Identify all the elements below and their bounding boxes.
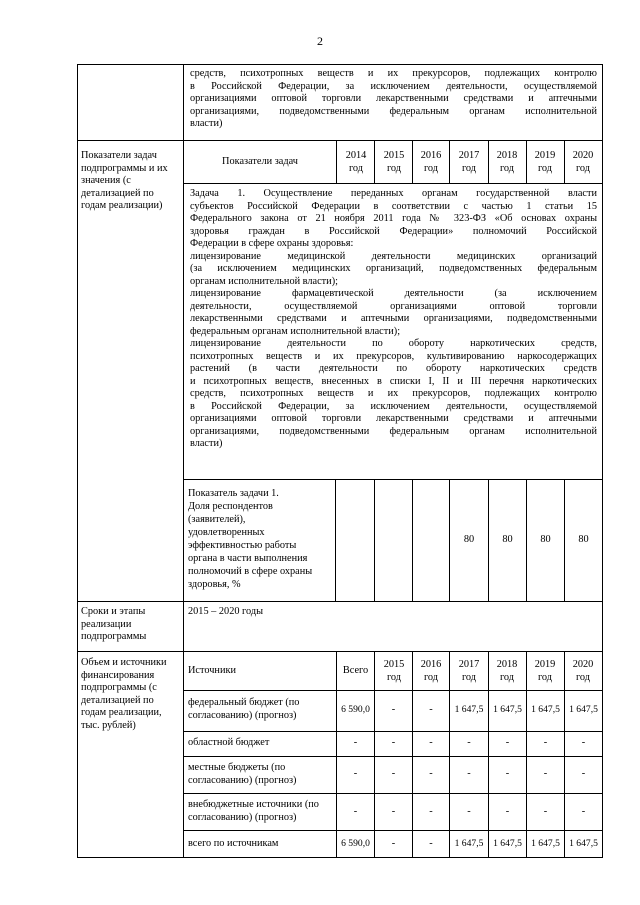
year-2017-header: 2017 год — [458, 150, 480, 174]
year-2018-header: 2018 год — [496, 150, 518, 174]
text-line: полномочий в сфере охраны — [188, 566, 313, 577]
funding-row-federal-total: 6 590,0 — [341, 704, 370, 715]
text-line: органам исполнительной власти); — [190, 275, 338, 287]
funding-row-total-2018: 1 647,5 — [493, 838, 522, 849]
funding-row-regional-2019: - — [543, 737, 548, 748]
text-line: организациями, подведомственными федеральным органам исполнительной — [190, 105, 597, 117]
funding-row-regional-total: - — [353, 737, 358, 748]
text-line: здоровья граждан в Российской Федерации» полномочий Российской — [190, 225, 597, 237]
terms-value: 2015 – 2020 годы — [188, 606, 264, 617]
funding-row-extrabudget-2019: - — [543, 806, 548, 817]
funding-row-total-total: 6 590,0 — [341, 838, 370, 849]
text-line: эффективностью работы — [188, 540, 297, 551]
funding-row-total-2020: 1 647,5 — [569, 838, 598, 849]
funding-row-regional-name: областной бюджет — [188, 737, 270, 748]
indicator-value-2017: 80 — [463, 534, 475, 545]
text-line: организациями оптовой торговли лекарственными средствами и аптечными — [190, 413, 597, 424]
funding-row-regional-2018: - — [505, 737, 510, 748]
funding-row-local-2019: - — [543, 768, 548, 779]
funding-row-total-2016: - — [429, 838, 433, 849]
task-description — [190, 188, 597, 451]
text-line: лицензирование фармацевтической деятельности (за исключением — [190, 288, 597, 299]
indicators-header-title: Показатели задач — [222, 156, 298, 167]
text-line: средств, психотропных веществ и их прекурсоров, подлежащих контролю — [190, 68, 597, 79]
indicator-name — [188, 487, 334, 591]
funding-header-source: Источники — [188, 665, 236, 676]
funding-row-local-2017: - — [467, 768, 471, 779]
funding-row-extrabudget-2020: - — [581, 806, 586, 817]
text-line: Федерального закона от 21 ноября 2011 года № 323-ФЗ «Об основах охраны — [190, 213, 597, 224]
funding-header-2019: 2019 год — [534, 659, 556, 683]
text-line: Задача 1. Осуществление переданных органам государственной власти — [190, 188, 597, 199]
year-2019-header: 2019 год — [534, 150, 556, 174]
funding-row-local-2020: - — [581, 768, 586, 779]
funding-row-local-total: - — [353, 768, 358, 779]
funding-header-2017: 2017 год — [458, 659, 480, 683]
funding-row-regional-2016: - — [429, 737, 433, 748]
funding-row-regional-2020: - — [581, 737, 586, 748]
funding-row-federal-name: федеральный бюджет (по согласованию) (прогноз) — [188, 697, 300, 721]
funding-row-federal-2016: - — [429, 704, 433, 715]
funding-row-federal-2018: 1 647,5 — [493, 704, 522, 715]
funding-row-total-2019: 1 647,5 — [531, 838, 560, 849]
text-line: лицензирование деятельности по обороту наркотических средств, — [190, 338, 597, 349]
text-line: Показатель задачи 1. — [188, 488, 279, 499]
funding-row-local-name: местные бюджеты (по согласованию) (прогноз) — [188, 762, 297, 786]
indicator-value-2019: 80 — [540, 534, 551, 545]
funding-row-federal-2015: - — [391, 704, 396, 715]
indicator-value-2018: 80 — [502, 534, 513, 545]
funding-row-federal-2017: 1 647,5 — [454, 704, 484, 715]
funding-header-2018: 2018 год — [496, 659, 518, 683]
text-line: организациями, подведомственными федеральным органам исполнительной — [190, 425, 597, 437]
funding-row-regional-2015: - — [391, 737, 396, 748]
text-line: власти) — [190, 118, 223, 129]
text-line: субъектов Российской Федерации в соответствии с частью 1 статьи 15 — [190, 200, 597, 212]
funding-row-extrabudget-name: внебюджетные источники (по согласованию) (прогноз) — [188, 799, 319, 823]
funding-row-local-2018: - — [505, 768, 510, 779]
terms-label: Сроки и этапы реализации подпрограммы — [81, 606, 147, 642]
funding-row-federal-2019: 1 647,5 — [531, 704, 560, 715]
funding-header-total: Всего — [342, 665, 369, 676]
text-line: деятельности, осуществляемой организациями оптовой торговли — [190, 300, 597, 312]
funding-row-local-2016: - — [429, 768, 433, 779]
funding-row-total-2017: 1 647,5 — [454, 838, 484, 849]
text-line: средств, психотропных веществ и их прекурсоров, подлежащих контролю — [190, 388, 597, 399]
text-line: власти) — [190, 438, 223, 449]
text-line: (заявителей), — [188, 514, 246, 525]
text-line: в Российской Федерации, за исключением деятельности, осуществляемой — [190, 80, 597, 92]
year-2014-header: 2014 год — [345, 150, 367, 174]
text-line: здоровья, % — [188, 579, 241, 590]
funding-header-2020: 2020 год — [572, 659, 594, 683]
funding-label: Объем и источники финансирования подпрограммы (с детализацией по годам реализации, тыс. рублей) — [81, 657, 167, 731]
year-2016-header: 2016 год — [420, 150, 442, 174]
funding-row-federal-2020: 1 647,5 — [569, 704, 598, 715]
funding-row-total-name: всего по источникам — [188, 838, 279, 849]
text-line: организациями оптовой торговли лекарственными средствами и аптечными — [190, 93, 597, 104]
text-line: растений (в части деятельности по обороту наркотических средств — [190, 363, 597, 374]
indicator-value-2020: 80 — [578, 534, 589, 545]
text-line: федеральным органам исполнительной власти); — [190, 325, 401, 337]
text-line: Доля респондентов — [188, 501, 273, 512]
funding-row-extrabudget-total: - — [353, 806, 358, 817]
funding-header-2016: 2016 год — [420, 659, 442, 683]
funding-row-total-2015: - — [391, 838, 396, 849]
text-line: в Российской Федерации, за исключением деятельности, осуществляемой — [190, 400, 597, 412]
funding-header-2015: 2015 год — [383, 659, 405, 683]
text-line: психотропных веществ и их прекурсоров, культивированию наркосодержащих — [190, 350, 597, 362]
continuation-text — [190, 68, 597, 131]
funding-row-regional-2017: - — [467, 737, 471, 748]
text-line: лицензирование медицинской деятельности медицинских организаций — [190, 250, 597, 262]
year-2020-header: 2020 год — [572, 150, 594, 174]
funding-row-extrabudget-2018: - — [505, 806, 510, 817]
indicators-label: Показатели задач подпрограммы и их значения (с детализацией по годам реализации) — [81, 150, 168, 211]
text-line: (за исключением медицинских организаций, подведомственных федеральным — [190, 263, 597, 274]
page-number: 2 — [317, 34, 323, 48]
funding-row-extrabudget-2015: - — [391, 806, 396, 817]
text-line: и психотропных веществ, внесенных в списки I, II и III перечня наркотических — [190, 375, 597, 387]
text-line: органа в части выполнения — [188, 553, 308, 564]
funding-row-local-2015: - — [391, 768, 396, 779]
text-line: Федерации в сфере охраны здоровья: — [190, 238, 354, 249]
text-line: удовлетворенных — [188, 527, 265, 538]
text-line: лекарственными средствами и аптечными организациями, подведомственными — [190, 313, 597, 324]
year-2015-header: 2015 год — [383, 150, 405, 174]
funding-row-extrabudget-2016: - — [429, 806, 433, 817]
funding-row-extrabudget-2017: - — [467, 806, 471, 817]
